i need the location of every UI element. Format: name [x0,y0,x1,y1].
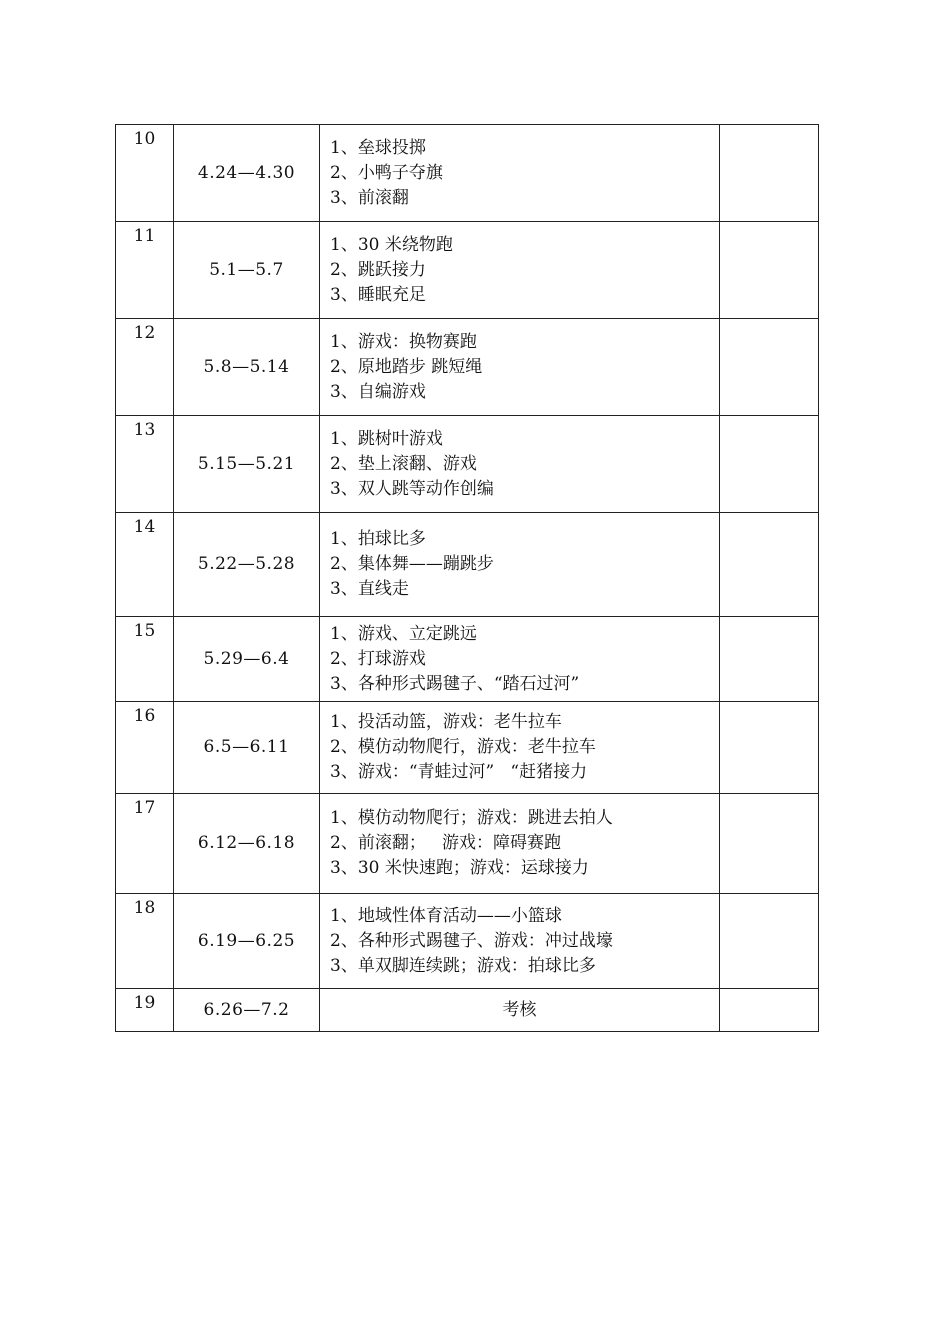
date-range: 5.22—5.28 [174,513,320,617]
note-cell [720,794,819,894]
note-cell [720,319,819,416]
activity-list [320,894,720,989]
date-range: 6.12—6.18 [174,794,320,894]
activity-item: 1、拍球比多 [330,529,426,549]
activity-list [320,617,720,702]
week-number: 11 [116,222,174,319]
activity-item: 1、跳树叶游戏 [330,428,443,449]
activity-item: 3、30 米快速跑；游戏：运球接力 [330,858,589,878]
activity-item: 2、各种形式踢毽子、游戏：冲过战壕 [330,930,613,951]
date-range: 6.5—6.11 [174,702,320,794]
activity-item: 1、垒球投掷 [330,137,426,158]
table-row [116,222,819,319]
week-number: 10 [116,125,174,222]
activity-list [320,513,720,617]
table-row [116,989,819,1032]
table-row [116,319,819,416]
activity-item: 1、游戏：换物赛跑 [330,331,477,352]
date-range: 6.26—7.2 [174,989,320,1032]
activity-list [320,702,720,794]
note-cell [720,989,819,1032]
date-range: 5.29—6.4 [174,617,320,702]
date-range: 5.1—5.7 [174,222,320,319]
activity-item: 2、集体舞——蹦跳步 [330,554,494,574]
activity-item: 3、睡眠充足 [330,284,426,305]
note-cell [720,416,819,513]
week-number: 15 [116,617,174,702]
week-number: 18 [116,894,174,989]
activity-list [320,125,720,222]
schedule-table [115,124,819,1032]
activity-item: 3、直线走 [330,579,409,599]
table-row [116,702,819,794]
activity-item: 2、原地踏步 跳短绳 [330,356,483,377]
table-row [116,794,819,894]
activity-item: 2、垫上滚翻、游戏 [330,453,477,474]
note-cell [720,222,819,319]
note-cell [720,513,819,617]
table-row [116,513,819,617]
date-range: 4.24—4.30 [174,125,320,222]
activity-item: 1、地域性体育活动——小篮球 [330,905,562,926]
activity-item: 2、模仿动物爬行，游戏：老牛拉车 [330,737,596,757]
activity-item: 2、跳跃接力 [330,259,426,280]
assessment-label: 考核 [320,989,720,1032]
table-row [116,125,819,222]
note-cell [720,617,819,702]
activity-item: 3、单双脚连续跳；游戏：拍球比多 [330,955,596,976]
activity-list [320,416,720,513]
activity-item: 1、游戏、立定跳远 [330,623,477,644]
activity-item: 2、前滚翻； 游戏：障碍赛跑 [330,833,562,853]
table-row [116,416,819,513]
date-range: 6.19—6.25 [174,894,320,989]
table-row [116,617,819,702]
activity-item: 3、双人跳等动作创编 [330,478,494,499]
week-number: 16 [116,702,174,794]
activity-list [320,794,720,894]
week-number: 12 [116,319,174,416]
note-cell [720,894,819,989]
note-cell [720,702,819,794]
week-number: 19 [116,989,174,1032]
week-number: 14 [116,513,174,617]
week-number: 13 [116,416,174,513]
activity-item: 3、各种形式踢毽子、“踏石过河” [330,673,580,694]
week-number: 17 [116,794,174,894]
date-range: 5.8—5.14 [174,319,320,416]
note-cell [720,125,819,222]
activity-item: 2、小鸭子夺旗 [330,162,443,183]
activity-list [320,222,720,319]
activity-item: 1、投活动篮，游戏：老牛拉车 [330,712,562,732]
table-row [116,894,819,989]
activity-item: 1、30 米绕物跑 [330,234,453,255]
activity-item: 3、前滚翻 [330,187,409,208]
activity-list [320,319,720,416]
activity-item: 1、模仿动物爬行；游戏：跳进去拍人 [330,808,613,828]
activity-item: 2、打球游戏 [330,648,426,669]
date-range: 5.15—5.21 [174,416,320,513]
activity-item: 3、游戏：“青蛙过河” “赶猪接力 [330,762,588,782]
activity-item: 3、自编游戏 [330,381,426,402]
